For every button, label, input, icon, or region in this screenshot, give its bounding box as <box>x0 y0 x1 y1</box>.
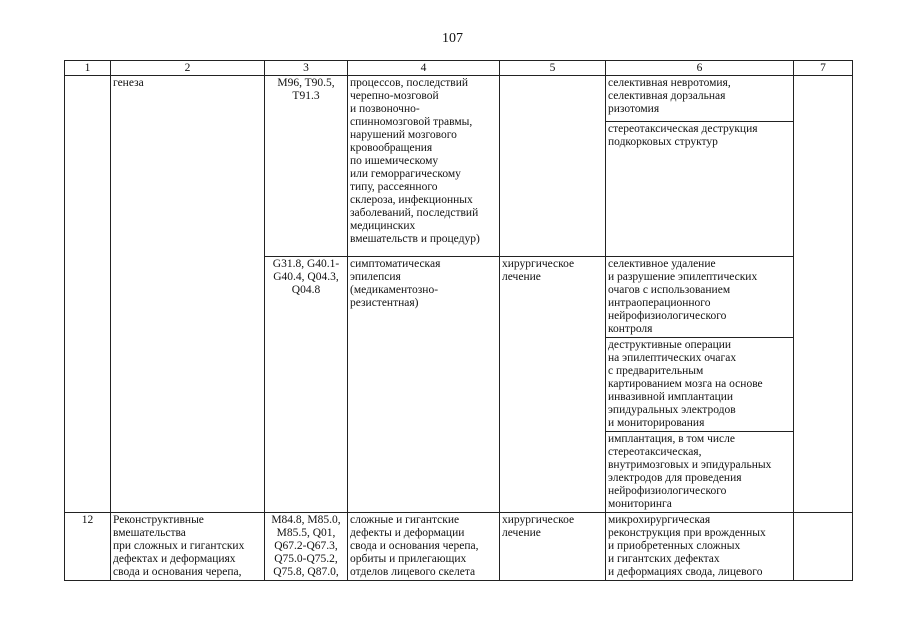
icd-codes-cell: M96, T90.5, T91.3 <box>265 76 348 257</box>
column-number: 4 <box>348 61 500 76</box>
treatment-method-cell: селективная невротомия, селективная дорзальная ризотомия <box>606 76 794 122</box>
column-number: 5 <box>500 61 606 76</box>
column-number-row <box>65 61 853 76</box>
treatment-type-cell: хирургическое лечение <box>500 257 606 513</box>
treatment-method-cell: микрохирургическая реконструкция при врожденных и приобретенных сложных и гигантских дефектах и деформациях свода, лицевого <box>606 513 794 581</box>
patient-model-cell: симптоматическая эпилепсия (медикаментозно- резистентная) <box>348 257 500 513</box>
table-row <box>65 76 853 122</box>
column-number: 2 <box>111 61 265 76</box>
treatment-method-cell: деструктивные операции на эпилептических очагах с предварительным картированием мозга на основе инвазивной имплантации эпидуральных электродов и мониторирования <box>606 338 794 432</box>
column-number: 6 <box>606 61 794 76</box>
row-number-cell <box>65 76 111 513</box>
column-number: 3 <box>265 61 348 76</box>
column-number: 1 <box>65 61 111 76</box>
patient-model-cell: процессов, последствий черепно-мозговой и позвоночно- спинномозговой травмы, нарушений мозгового кровообращения по ишемическому или геморрагическому типу, рассеянного склероза, инфекционных заболеваний, последствий медицинских вмешательств и процедур) <box>348 76 500 257</box>
treatment-type-cell <box>500 76 606 257</box>
row-number-cell: 12 <box>65 513 111 581</box>
treatment-method-cell: стереотаксическая деструкция подкорковых структур <box>606 122 794 257</box>
icd-codes-cell: M84.8, M85.0, M85.5, Q01, Q67.2-Q67.3, Q75.0-Q75.2, Q75.8, Q87.0, <box>265 513 348 581</box>
icd-codes-cell: G31.8, G40.1- G40.4, Q04.3, Q04.8 <box>265 257 348 513</box>
treatment-method-cell: имплантация, в том числе стереотаксическая, внутримозговых и эпидуральных электродов для проведения нейрофизиологического мониторинга <box>606 432 794 513</box>
patient-model-cell: сложные и гигантские дефекты и деформации свода и основания черепа, орбиты и прилегающих отделов лицевого скелета <box>348 513 500 581</box>
table-row <box>65 513 853 581</box>
column-number: 7 <box>794 61 853 76</box>
cost-cell <box>794 513 853 581</box>
treatment-method-cell: селективное удаление и разрушение эпилептических очагов с использованием интраоперационного нейрофизиологического контроля <box>606 257 794 338</box>
treatment-type-cell: хирургическое лечение <box>500 513 606 581</box>
intervention-name-cell: генеза <box>111 76 265 513</box>
intervention-name-cell: Реконструктивные вмешательства при сложных и гигантских дефектах и деформациях свода и основания черепа, <box>111 513 265 581</box>
procedures-table <box>64 60 853 581</box>
page-number: 107 <box>442 31 463 46</box>
cost-cell <box>794 76 853 513</box>
